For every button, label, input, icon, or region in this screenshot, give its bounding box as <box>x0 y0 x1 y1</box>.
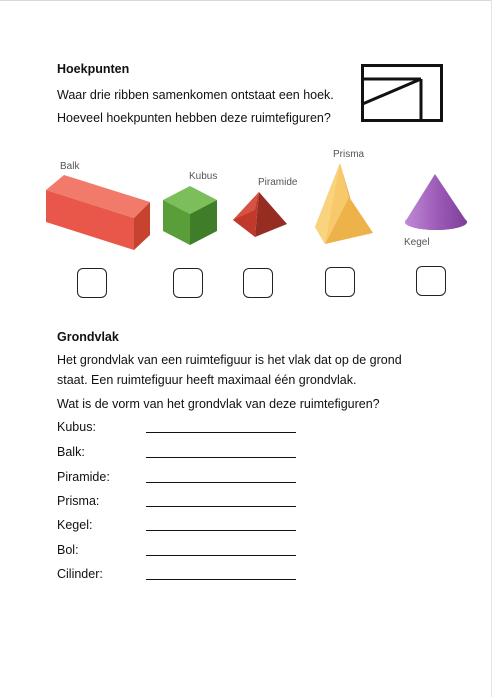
kegel-shape <box>402 172 472 236</box>
answer-box-prisma[interactable] <box>325 267 355 297</box>
corner-diagram <box>361 64 443 122</box>
row-label-cilinder: Cilinder: <box>57 567 103 581</box>
section-heading-grondvlak: Grondvlak <box>57 330 119 344</box>
answer-box-piramide[interactable] <box>243 268 273 298</box>
section-heading-hoekpunten: Hoekpunten <box>57 62 130 76</box>
intro-line-2: Hoeveel hoekpunten hebben deze ruimtefiguren? <box>57 111 331 125</box>
answer-box-kubus[interactable] <box>173 268 203 298</box>
shape-label-piramide: Piramide <box>258 177 298 188</box>
shape-label-kegel: Kegel <box>404 237 430 248</box>
answer-line-piramide[interactable] <box>146 482 296 483</box>
page-top-border <box>0 0 492 1</box>
grondvlak-question: Wat is de vorm van het grondvlak van deze ruimtefiguren? <box>57 397 380 411</box>
answer-line-balk[interactable] <box>146 457 296 458</box>
row-label-balk: Balk: <box>57 445 85 459</box>
answer-line-kubus[interactable] <box>146 432 296 433</box>
row-label-piramide: Piramide: <box>57 470 110 484</box>
grondvlak-paragraph-line-1: Het grondvlak van een ruimtefiguur is het vlak dat op de grond <box>57 353 402 367</box>
piramide-shape <box>231 190 291 240</box>
shape-label-kubus: Kubus <box>189 171 218 182</box>
balk-shape <box>44 172 152 252</box>
intro-line-1: Waar drie ribben samenkomen ontstaat een hoek. <box>57 88 334 102</box>
answer-line-prisma[interactable] <box>146 506 296 507</box>
grondvlak-paragraph-line-2: staat. Een ruimtefiguur heeft maximaal één grondvlak. <box>57 373 357 387</box>
shape-label-balk: Balk <box>60 161 80 172</box>
kubus-shape <box>160 183 220 247</box>
answer-line-bol[interactable] <box>146 555 296 556</box>
answer-box-kegel[interactable] <box>416 266 446 296</box>
answer-line-kegel[interactable] <box>146 530 296 531</box>
row-label-prisma: Prisma: <box>57 494 100 508</box>
answer-box-balk[interactable] <box>77 268 107 298</box>
prisma-shape <box>313 161 375 247</box>
row-label-kegel: Kegel: <box>57 518 93 532</box>
row-label-bol: Bol: <box>57 543 79 557</box>
shape-label-prisma: Prisma <box>333 149 365 160</box>
row-label-kubus: Kubus: <box>57 420 96 434</box>
answer-line-cilinder[interactable] <box>146 579 296 580</box>
